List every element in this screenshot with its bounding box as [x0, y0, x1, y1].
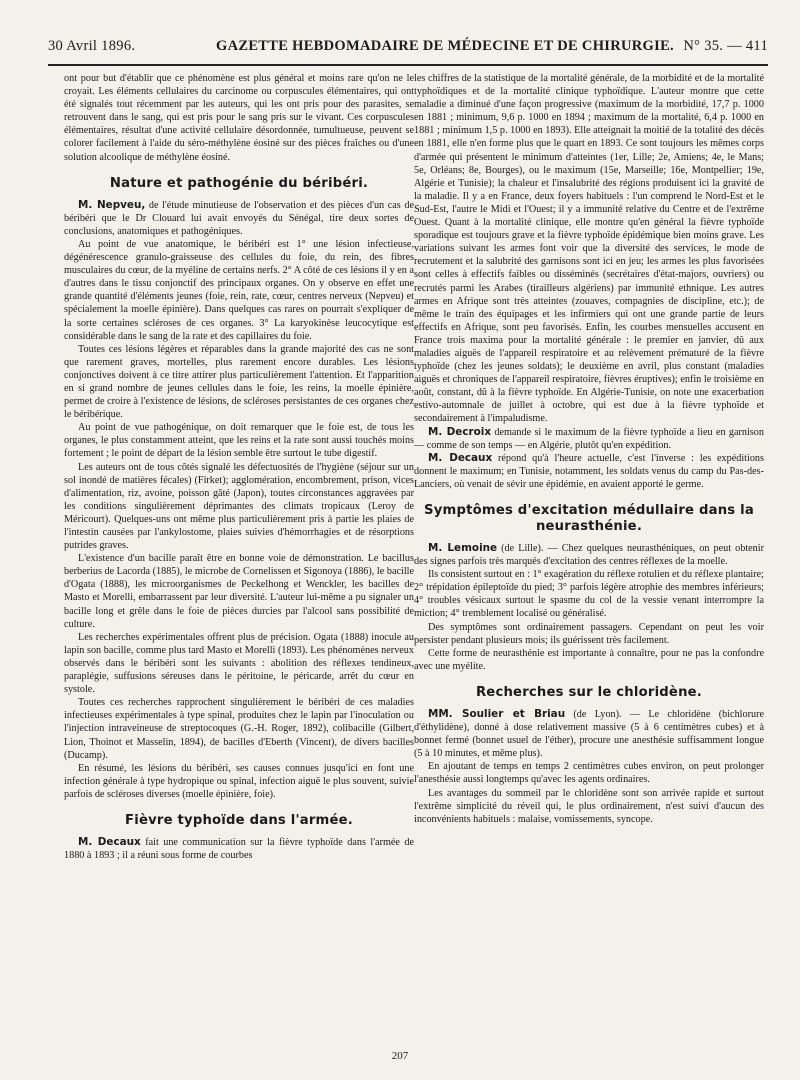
paragraph-text: (de Lyon). — Le chloridène (bichlorure d'éthylidène), donné à dose relativement massive (5 à 6 centimètres cubes) et à bonnet fermé (bonnet usuel de l'éther), procure une anesthésie suffisamment longue (5 à 10 minutes, et même plus). — [414, 708, 764, 760]
paragraph: les chiffres de la statistique de la mortalité générale, de la morbidité et de la mortalité typhoïdiques et de la mortalité clinique typhoïdique. L'auteur montre que cette maladie a diminué d'une façon progressive (maximum de la morbidité, 17,7 p. 1000 en 1881 ; minimum, 9,6 p. 1000 en 1894 ; maximum de la mortalité, 6,4 p. 1000 en 1881 ; minimum 1,5 p. 1000 en 1893). Elle atteignait la moitié de la totalité des décès en 1881, elle n'en forme plus que le quart en 1893. Ce sont toujours les mêmes corps d'armée qui présentent le minimum d'atteintes (1er, Lille; 2e, Amiens; 4e, le Mans; 5e, Orléans; 8e, Bourges), ou le maximum (15e, Marseille; 16e, Montpellier; 19e, Algérie et Tunisie); la chaleur et l'insalubrité des régions produisent ici la gravité de la maladie. Il y a en France, deux foyers habituels : l'un comprend le Nord-Est et le Sud-Est, l'autre le Midi et l'Ouest; il y a immunité relative du Centre et de l'extrême Ouest. Quant à la mortalité clinique, elle montre qu'en général la fièvre typhoïde sporadique est toujours grave et la fièvre typhoïde épidémique bien moins grave. Les variations suivant les armes font voir que la diversité des services, le mode de recrutement et la salubrité des garnisons sont ici en jeu; les armes les plus favorisées sont celles à effectifs faibles ou disséminés (secrétaires d'état-majors, ouvriers) ou recrutés parmi les Arabes (tirailleurs algériens) par immunité ethnique. Les autres armes en Afrique sont très atteintes (zouaves, compagnies de discipline, etc.); de même le train des équipages et les infirmiers qui ont une grande partie de leurs effectifs en Afrique, sont peu favorisés. Enfin, les courbes mensuelles accusent en France trois maxima pour la mortalité générale : le premier en janvier, dû aux maladies aiguës de l'appareil respiratoire et au relèvement prématuré de la fièvre typhoïde (chez les jeunes soldats); le deuxième en avril, plus constant (maladies aiguës et chroniques de l'appareil respiratoire, fièvres éruptives); enfin le troisième en août, constant, dû à la fièvre typhoïde. En Algérie-Tunisie, on note une exacerbation estivo-automnale de juillet à octobre, qui est due à la fièvre typhoïde et secondairement à l'impaludisme. — [414, 73, 764, 425]
paragraph-text: répond qu'à l'heure actuelle, c'est l'inverse : les expéditions donnent le maximum; en Tunisie, notamment, les soldats venus du camp du Pas-des-Lanciers, où venait de sévir une épidémie, en avaient apporté le germe. — [414, 452, 764, 490]
paragraph — [414, 708, 764, 760]
header-rule — [48, 64, 768, 66]
paragraph: L'existence d'un bacille paraît être en bonne voie de démonstration. Le bacillus berberius de Lacorda (1885), le microbe de Cornelissen et Sigonoya (1886), le bacille d'Ogata (1888), les microorganismes de Peckelhong et Wenckler, les bacilles de Masto et Morelli, embarrassent par leur diversité. L'auteur lui-même a pu signaler un bacille long et grêle dans le foie de pièces durcies par l'alcool sans possibilité de culture. — [64, 553, 414, 630]
paragraph: Toutes ces lésions légères et réparables dans la grande majorité des cas ne sont que rarement graves, mortelles, plus rarement encore durables. Les lésions conjonctives doivent à ce titre attirer plus particulièrement l'attention. Et l'apparition en si grand nombre de jeunes cellules dans le foie, les reins, la moelle épinière, permet de croire à l'existence de lésions, de scléroses persistantes de ces organes chez le béribérique. — [64, 343, 414, 421]
paragraph — [64, 199, 414, 238]
intro-paragraph: ont pour but d'établir que ce phénomène est plus général et moins rare qu'on ne le croyait. Les éléments cellulaires du carcinome ou corpuscules élémentaires, qui ont été signalés tout récemment par les auteurs, qui les ont pris pour des parasites, se retrouvent dans le sang, qui est pris pour le sang pris sur le vivant. Ces corpuscules élémentaires, résultat d'une activité cellulaire désordonnée, tumultueuse, peuvent se colorer facilement à l'aide du séro-méthylène éosiné sur des pièces fraîches ou d'une solution alcoolique de méthylène éosiné. — [64, 73, 414, 163]
journal-title: GAZETTE HEBDOMADAIRE DE MÉDECINE ET DE CHIRURGIE. — [216, 38, 674, 54]
speaker-name: M. Nepveu, — [78, 198, 146, 211]
speaker-name: M. Lemoine — [428, 542, 498, 554]
paragraph: Au point de vue pathogénique, on doit remarquer que le foie est, de tous les organes, le plus constamment atteint, que les reins et la rate sont aussi touchés moins fortement ; le point de départ de la lésion semble être surtout le tube digestif. — [64, 422, 414, 460]
paragraph: Au point de vue anatomique, le béribéri est 1° une lésion infectieuse, dégénérescence granulo-graisseuse des cellules du foie, du rein, des fibres musculaires du cœur, de la myéline de certains nerfs. 2° A côté de ces lésions il y en a d'autres dans le tissu conjonctif des principaux organes. On y observe en effet une grande quantité d'éléments jeunes (foie, rein, rate, cœur, centres nerveux (Nepveu) et spécialement la moelle épinière). Dans quelques cas rares on pourrait s'expliquer de la sorte certaines scléroses de ces organes. 3° La karyokinèse leucocytique est considérable dans le sang de la rate et des capillaires du foie. — [64, 238, 414, 342]
paragraph-text: demande si le maximum de la fièvre typhoïde a lieu en garnison — comme de son temps — en Algérie, plutôt qu'en expédition. — [414, 426, 764, 451]
paragraph: Ils consistent surtout en : 1° exagération du réflexe rotulien et du réflexe plantaire; 2° trépidation épileptoïde du pied; 3° parfois légère atrophie des membres inférieurs; 4° troubles vésicaux surtout le spasme du col de la vessie venant interrompre la miction; 4° tremblement localisé ou généralisé. — [414, 569, 764, 620]
page-number: 207 — [391, 1050, 409, 1062]
paragraph — [64, 836, 414, 862]
paragraph — [414, 542, 764, 568]
speaker-name: M. Decaux — [78, 835, 141, 848]
section-heading-typhoid: Fièvre typhoïde dans l'armée. — [125, 812, 353, 828]
paragraph: Les recherches expérimentales offrent plus de précision. Ogata (1888) inocule au lapin son bacille, comme plus tard Masto et Morelli (1893). Les phénomènes nerveux observés dans le béribéri sont les suivants : abolition des réflexes tendineux, paraplégie, suffusions séreuses dans le péritoine, le péricarde, arrêt du cœur en systole. — [64, 631, 414, 696]
paragraph: En ajoutant de temps en temps 2 centimètres cubes environ, on peut prolonger l'anesthésie aussi longtemps qu'avec les agents ordinaires. — [414, 761, 764, 786]
speaker-name: MM. Soulier et Briau — [428, 707, 566, 720]
section-heading-beriberi: Nature et pathogénie du béribéri. — [109, 175, 369, 191]
issue-number: N° 35. — 411 — [683, 38, 768, 54]
speaker-name: M. Decroix — [428, 425, 492, 438]
paragraph: Toutes ces recherches rapprochent singulièrement le béribéri de ces maladies infectieuses expérimentales à type spinal, produites chez le lapin par l'inoculation ou l'injection intraveineuse de streptocoques (G.-H. Roger, 1892), colibacille (Gilbert, Lion, Thoinot et Masselin, 1894), de bacilles d'Eberth (Vincent), de divers bacilles (Ducamp). — [64, 697, 414, 761]
paragraph-text: de l'étude minutieuse de l'observation et des pièces d'un cas de béribéri que le Dr Clouard lui avait envoyés du Sénégal, tire deux sortes de conclusions, anatomiques et pathogéniques. — [64, 199, 414, 237]
paragraph: Cette forme de neurasthénie est importante à connaître, pour ne pas la confondre avec une myélite. — [414, 647, 764, 672]
section-heading-neurasthenia: Symptômes d'excitation médullaire dans la neurasthénie. — [424, 503, 754, 534]
speaker-name: M. Decaux — [428, 451, 493, 464]
page-header — [48, 38, 768, 62]
paragraph: Les avantages du sommeil par le chloridène sont son arrivée rapide et surtout l'extrême simplicité du réveil qui, le plus ordinairement, n'est suivi d'aucun des inconvénients habituels : malaise, vomissements, syncope. — [414, 787, 764, 825]
paragraph-text: fait une communication sur la fièvre typhoïde dans l'armée de 1880 à 1893 ; il a réuni sous forme de courbes — [64, 836, 414, 862]
paragraph — [414, 452, 764, 491]
paragraph: Les auteurs ont de tous côtés signalé les défectuosités de l'hygiène (séjour sur un sol inondé de matières fécales) (Firket); agglomération, encombrement, prison, vices d'alimentation, riz, avoine, poisson gâté (Japon), toutes circonstances aggravées par les conditions singulièrement déprimantes des climats tropicaux (Leroy de Méricourt). Quelques-uns ont même plus particulièrement pris à partie les plaies de l'intestin causées par l'ankylostome, plaies suivies d'hémorrhagies et de résorptions putrides graves. — [64, 461, 414, 552]
section-heading-chloridene: Recherches sur le chloridène. — [475, 684, 703, 700]
left-column — [64, 72, 414, 862]
issue-date: 30 Avril 1896. — [48, 38, 136, 54]
paragraph: Des symptômes sont ordinairement passagers. Cependant on peut les voir persister pendant plusieurs mois; ils guérissent très facilement. — [414, 621, 764, 646]
paragraph-text: (de Lille). — Chez quelques neurasthéniques, on peut obtenir des signes parfois très marqués d'excitation des centres réflexes de la moelle. — [414, 543, 765, 568]
paragraph: En résumé, les lésions du béribéri, ses causes connues jusqu'ici en font une infection générale à type hydropique ou spinal, infection aiguë le plus souvent, suivie parfois de scléroses diverses (moelle épinière, foie). — [64, 762, 414, 800]
right-column — [414, 72, 764, 826]
paragraph — [414, 426, 764, 452]
